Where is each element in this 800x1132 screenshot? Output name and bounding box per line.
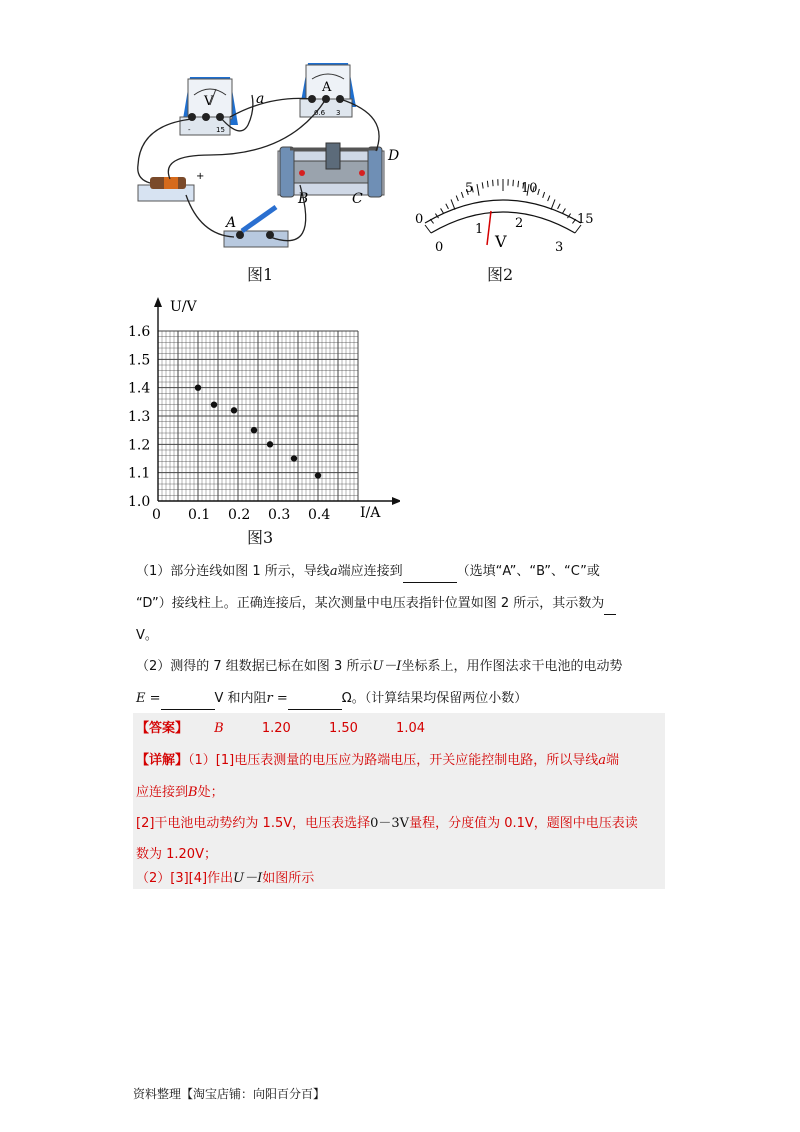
answer-blank-2[interactable] [604, 594, 616, 615]
bottom-scale-0: 0 [435, 240, 444, 255]
scale-tick [446, 204, 449, 209]
detail-text-2: 应连接到 [136, 785, 189, 800]
battery-plus: + [196, 171, 205, 182]
x-tick-label: 0.3 [268, 507, 291, 523]
scale-tick [451, 199, 455, 209]
y-tick-label: 1.1 [128, 465, 151, 482]
y-axis-label: U/V [170, 299, 197, 315]
scale-tick [551, 199, 555, 209]
terminal-C-label: C [352, 191, 363, 207]
y-tick-label: 1.2 [128, 437, 151, 454]
scale-tick [558, 204, 561, 209]
answer-value-1: B [214, 721, 224, 736]
q1-text-a: （1）部分连线如图 1 所示，导线 [136, 564, 330, 579]
data-point [251, 427, 257, 433]
scale-tick [518, 181, 519, 187]
answer-value-4: 1.04 [396, 721, 425, 736]
scale-tick [425, 225, 431, 233]
ammeter-label: A [322, 80, 332, 95]
x-tick-label: 0.1 [188, 507, 211, 523]
answer-value-2: 1.20 [261, 721, 291, 736]
answer-label: 【答案】 [136, 721, 189, 736]
unit-V: V [495, 232, 507, 251]
question-part-1 [136, 562, 666, 583]
scale-tick [441, 208, 444, 213]
x-tick-label: 0.2 [228, 507, 251, 523]
y-tick-label: 1.4 [128, 380, 151, 397]
data-point [291, 455, 297, 461]
detail-var-a: a [598, 753, 606, 768]
q1-var-a: a [329, 564, 338, 579]
figure-2-voltmeter-scale [405, 175, 605, 255]
detail-text-3: [2]干电池电动势约为 1.5V，电压表选择 [136, 816, 371, 831]
detail-text-1-end: 端 [605, 753, 619, 768]
bottom-scale-3: 3 [555, 240, 564, 255]
wire-a-label: a [256, 91, 265, 107]
x-axis-arrow [392, 497, 400, 505]
answer-line [136, 719, 666, 739]
question-part-1-line2 [136, 594, 666, 615]
terminal-D-label: D [388, 148, 400, 164]
x-tick-label: 0.4 [308, 507, 331, 523]
scale-tick [543, 192, 545, 198]
figure-2-caption: 图2 [487, 265, 514, 284]
figure-1-circuit [130, 55, 410, 285]
scale-tick [563, 208, 566, 213]
data-point [267, 441, 273, 447]
y-tick-label: 1.6 [128, 324, 151, 341]
top-scale-15: 15 [577, 212, 594, 227]
q2-ui: U－I [372, 659, 402, 674]
detail-text-2-end: 处； [197, 785, 224, 800]
detail-text-3-end: 量程，分度值为 0.1V，题图中电压表读 [409, 816, 638, 831]
detail-text-1: （1）[1]电压表测量的电压应为路端电压，开关应能控制电路，所以导线 [188, 753, 599, 768]
figure-1-caption: 图1 [247, 265, 274, 284]
detail-var-B: B [188, 785, 198, 800]
data-point [195, 384, 201, 390]
top-scale-5: 5 [465, 181, 474, 196]
figure-3-u-i-chart [120, 295, 400, 535]
y-tick-label: 1.5 [128, 352, 151, 369]
detail-line-1 [136, 751, 666, 771]
detail-text-5-end: 如图所示 [262, 871, 315, 886]
scale-tick [548, 196, 550, 202]
data-point [211, 401, 217, 407]
answer-blank-3[interactable] [161, 689, 215, 710]
scale-tick [477, 184, 479, 196]
data-point [315, 472, 321, 478]
ammeter-3: 3 [336, 109, 341, 117]
q2-text-c: V 和内阻 [214, 691, 267, 706]
q1-text-e: V。 [136, 628, 158, 643]
terminal-A-label: A [226, 215, 237, 231]
footer-source: 资料整理【淘宝店铺：向阳百分百】 [133, 1087, 326, 1101]
question-part-2 [136, 657, 666, 677]
detail-text-5: （2）[3][4]作出 [136, 871, 234, 886]
scale-tick [538, 189, 540, 195]
scale-tick [487, 181, 488, 187]
bottom-scale-1: 1 [475, 222, 484, 237]
top-scale-10: 10 [521, 181, 538, 196]
q2-text-a: （2）测得的 7 组数据已标在如图 3 所示 [136, 659, 373, 674]
voltmeter-label: V [204, 94, 214, 109]
detail-label: 【详解】 [136, 753, 189, 768]
top-scale-0: 0 [415, 212, 424, 227]
detail-line-5 [136, 869, 314, 889]
x-tick-label: 0 [152, 507, 161, 523]
scale-tick [461, 192, 463, 198]
scale-tick [482, 182, 483, 188]
voltmeter-15: 15 [216, 126, 225, 134]
detail-line-2 [136, 783, 224, 803]
bottom-scale-2: 2 [515, 216, 524, 231]
terminal-B-label: B [298, 191, 309, 207]
y-tick-label: 1.0 [128, 494, 151, 510]
data-point [231, 407, 237, 413]
answer-blank-1[interactable] [403, 562, 457, 583]
y-tick-label: 1.3 [128, 409, 151, 426]
q1-text-b: 端应连接到 [337, 564, 403, 579]
detail-ui: U－I [233, 871, 263, 886]
answer-blank-4[interactable] [288, 689, 342, 710]
detail-line-3 [136, 814, 666, 834]
answer-value-3: 1.50 [328, 721, 358, 736]
voltmeter-minus: - [188, 126, 191, 134]
q2-text-b: 坐标系上，用作图法求干电池的电动势 [401, 659, 623, 674]
y-axis-arrow [154, 297, 162, 307]
q2-text-d: Ω。（计算结果均保留两位小数） [341, 691, 528, 706]
detail-range: 0－3V [370, 816, 410, 831]
voltmeter-needle [487, 211, 491, 245]
x-axis-label: I/A [360, 505, 381, 521]
scale-tick [456, 196, 458, 202]
q1-text-c: （选填“A”、“B”、“C”或 [456, 564, 600, 579]
battery [138, 177, 194, 201]
q1-text-d: “D”）接线柱上。正确连接后，某次测量中电压表指针位置如图 2 所示，其示数为 [136, 596, 605, 611]
figure-3-caption: 图3 [247, 528, 274, 547]
detail-text-4: 数为 1.20V； [136, 847, 217, 862]
q2-e-label: E = [136, 691, 161, 706]
question-part-2-line2 [136, 689, 666, 710]
ammeter-06: 0.6 [314, 109, 326, 117]
q2-r-label: r = [266, 691, 288, 706]
rheostat [278, 143, 384, 197]
